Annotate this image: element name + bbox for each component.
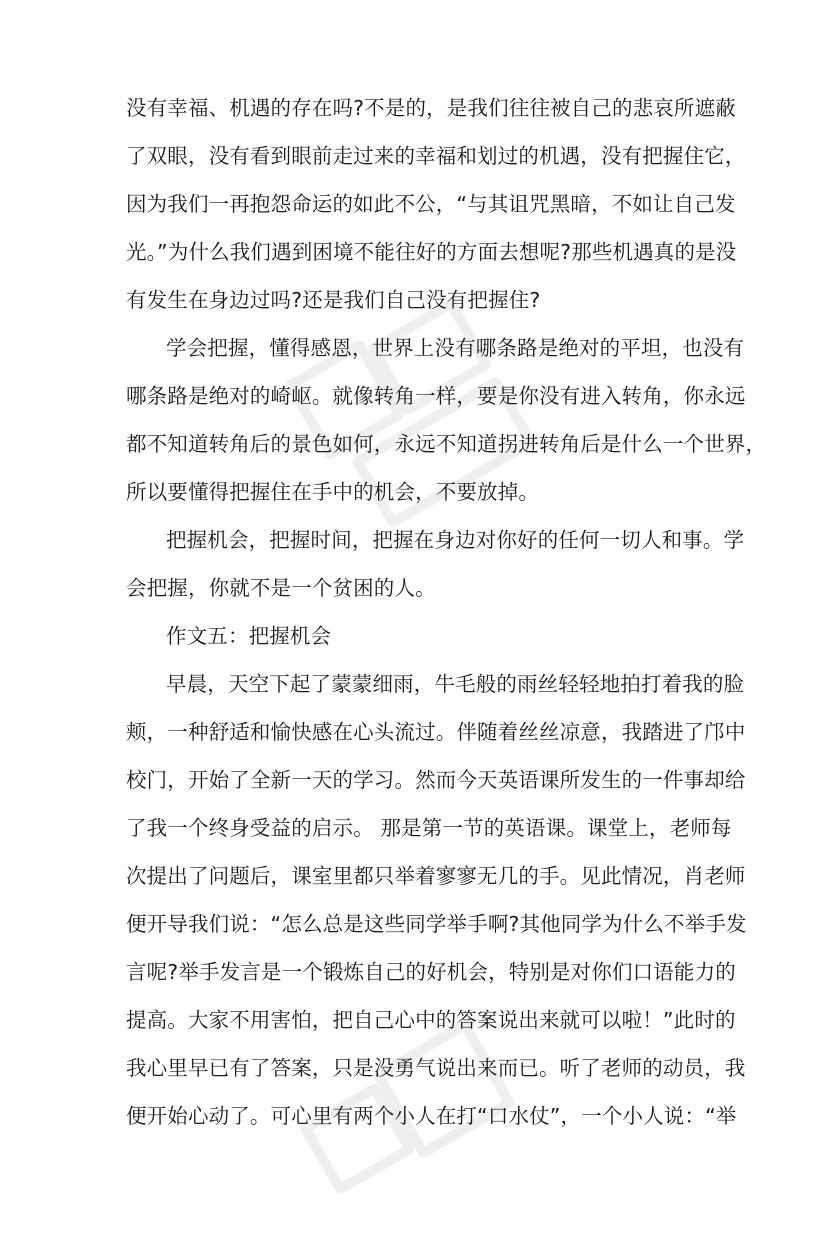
- paragraph-first-line: 早晨，天空下起了蒙蒙细雨，牛毛般的雨丝轻轻地拍打着我的脸: [166, 672, 745, 696]
- text-line: 次提出了问题后，课室里都只举着寥寥无几的手。见此情况，肖老师: [126, 864, 746, 888]
- text-line: 会把握，你就不是一个贫困的人。: [126, 576, 436, 600]
- text-line: 因为我们一再抱怨命运的如此不公，“与其诅咒黑暗，不如让自己发: [126, 192, 736, 216]
- text-line: 了双眼，没有看到眼前走过来的幸福和划过的机遇，没有把握住它，: [126, 144, 746, 168]
- text-line: 言呢?举手发言是一个锻炼自己的好机会，特别是对你们口语能力的: [126, 960, 736, 984]
- paragraph-first-line: 学会把握，懂得感恩，世界上没有哪条路是绝对的平坦，也没有: [166, 336, 745, 360]
- text-line: 便开始心动了。可心里有两个小人在打“口水仗”，一个小人说：“举: [126, 1104, 737, 1128]
- text-line: 所以要懂得把握住在手中的机会，不要放掉。: [126, 480, 539, 504]
- text-line: 提高。大家不用害怕，把自己心中的答案说出来就可以啦！”此时的: [126, 1008, 736, 1032]
- paragraph-first-line: 把握机会，把握时间，把握在身边对你好的任何一切人和事。学: [166, 528, 745, 552]
- text-line: 都不知道转角后的景色如何，永远不知道拐进转角后是什么一个世界，: [126, 432, 767, 456]
- text-line: 便开导我们说：“怎么总是这些同学举手啊?其他同学为什么不举手发: [126, 912, 747, 936]
- text-line: 我心里早已有了答案，只是没勇气说出来而已。听了老师的动员，我: [126, 1056, 746, 1080]
- text-line: 校门，开始了全新一天的学习。然而今天英语课所发生的一件事却给: [126, 768, 746, 792]
- text-line: 有发生在身边过吗?还是我们自己没有把握住?: [126, 288, 541, 312]
- section-heading: 作文五：把握机会: [166, 624, 332, 648]
- text-line: 颊，一种舒适和愉快感在心头流过。伴随着丝丝凉意，我踏进了邝中: [126, 720, 746, 744]
- text-line: 光。”为什么我们遇到困境不能往好的方面去想呢?那些机遇真的是没: [126, 240, 737, 264]
- text-line: 哪条路是绝对的崎岖。就像转角一样，要是你没有进入转角，你永远: [126, 384, 746, 408]
- text-line: 没有幸福、机遇的存在吗?不是的，是我们往往被自己的悲哀所遮蔽: [126, 96, 736, 120]
- text-line: 了我一个终身受益的启示。 那是第一节的英语课。课堂上，老师每: [126, 816, 732, 840]
